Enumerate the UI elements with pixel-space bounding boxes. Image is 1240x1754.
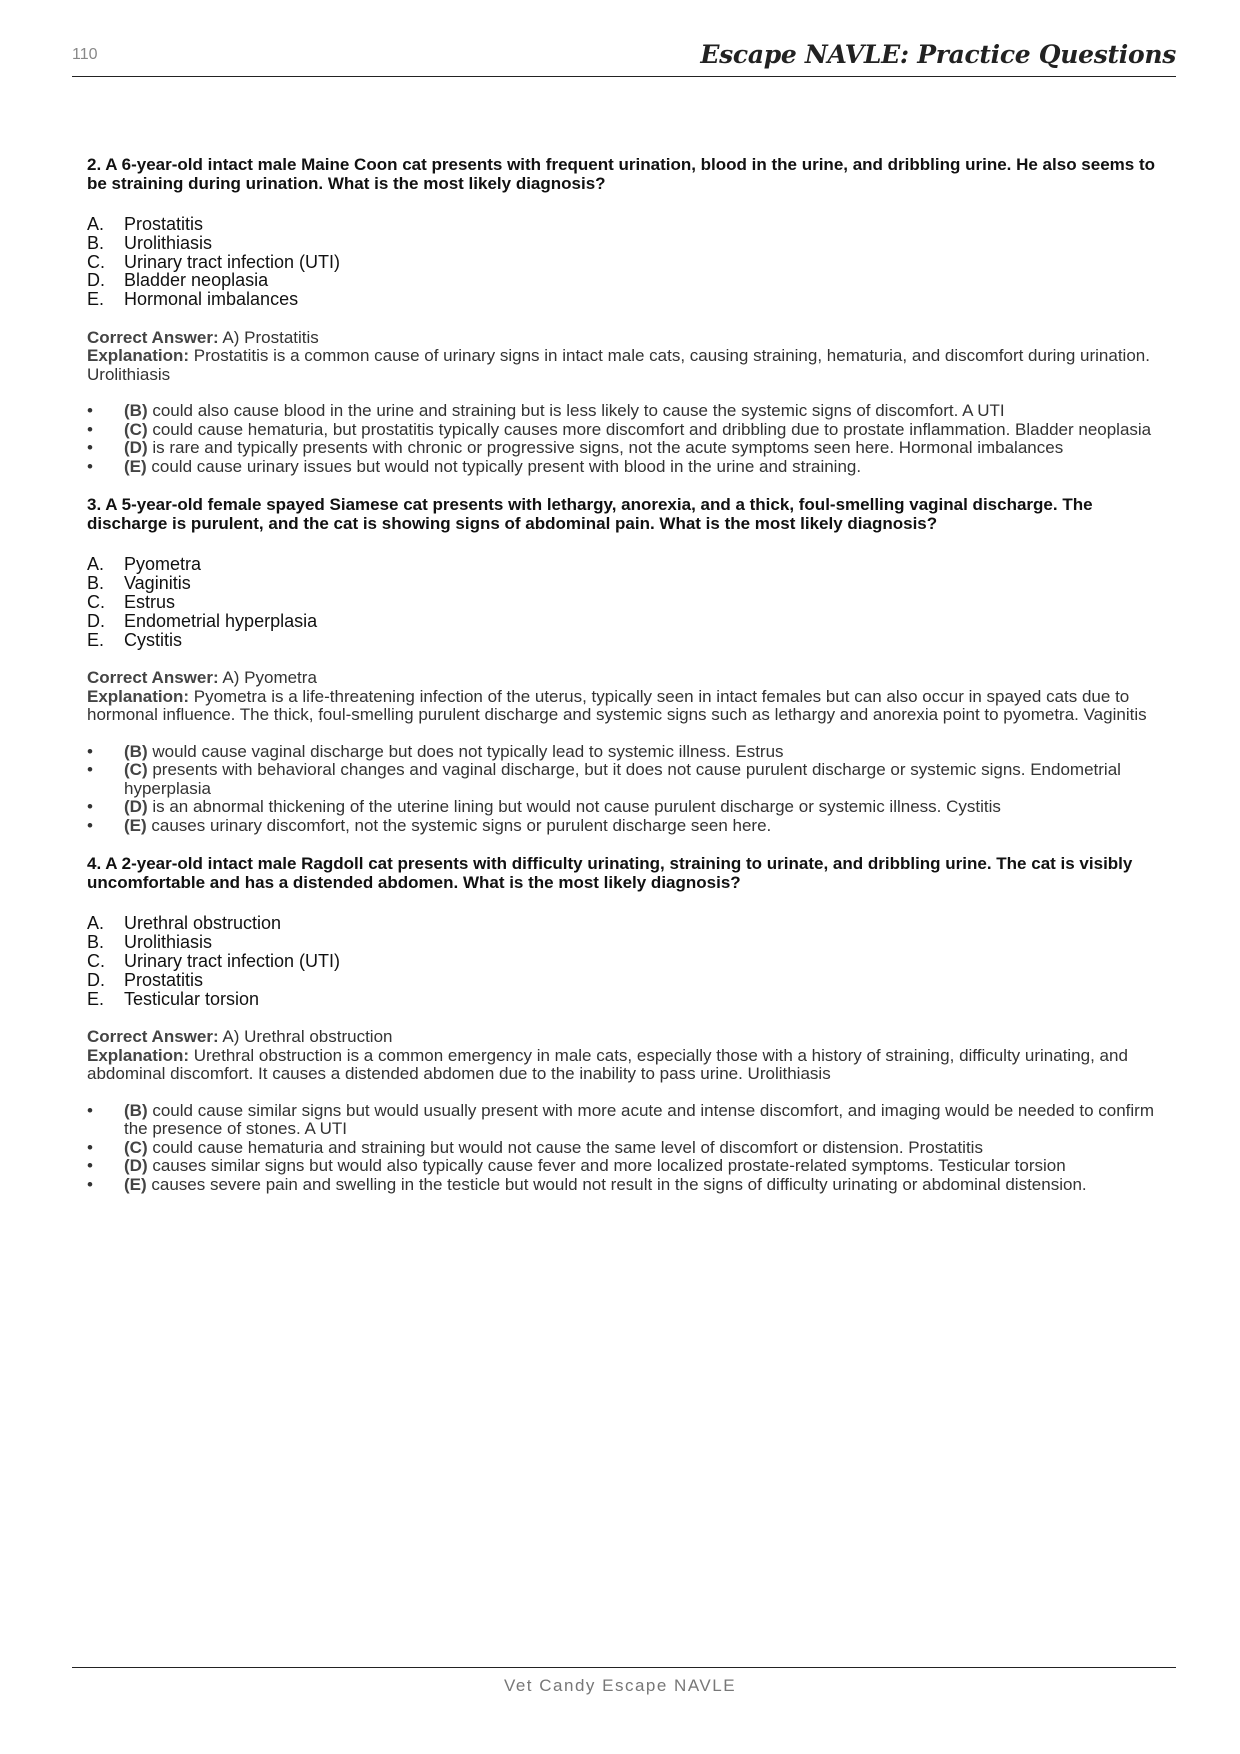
option-item [87, 215, 1167, 234]
page-content [87, 156, 1167, 1214]
page-header [72, 40, 1176, 77]
distractor-letter: (D) [124, 1156, 148, 1176]
option-item [87, 933, 1167, 952]
bullet-dot: • [87, 419, 93, 439]
distractor-item [87, 1176, 1167, 1195]
option-item [87, 290, 1167, 309]
option-text: Estrus [124, 592, 176, 613]
question-block [87, 855, 1167, 1194]
bullet-dot: • [87, 1137, 93, 1157]
distractor-text: could also cause blood in the urine and straining but is less likely to cause the systemic signs of discomfort. A UTI [147, 401, 1005, 421]
distractor-letter: (D) [124, 797, 148, 817]
bullet-dot: • [87, 1156, 93, 1176]
question-stem: 2. A 6-year-old intact male Maine Coon cat presents with frequent urination, blood in the urine, and dribbling urine. He also seems to be straining during urination. What is the most likely diagnosis? [87, 155, 1156, 193]
option-item [87, 271, 1167, 290]
correct-answer-line [87, 669, 1167, 688]
option-text: Urinary tract infection (UTI) [124, 951, 341, 972]
option-letter: E. [87, 988, 105, 1009]
option-letter: D. [87, 610, 105, 631]
distractor-item [87, 761, 1167, 798]
option-item [87, 253, 1167, 272]
explanation-line [87, 688, 1167, 725]
distractor-item [87, 1102, 1167, 1139]
distractor-letter: (B) [124, 401, 148, 421]
correct-answer-label: Correct Answer: [87, 1027, 219, 1047]
distractor-letter: (C) [124, 1137, 148, 1157]
option-text: Urinary tract infection (UTI) [124, 251, 341, 272]
option-item [87, 990, 1167, 1009]
explanation-label: Explanation: [87, 1045, 190, 1065]
answer-options [87, 215, 1167, 309]
running-title: Escape NAVLE: Practice Questions [700, 40, 1176, 69]
distractor-text: causes similar signs but would also typically cause fever and more localized prostate-related symptoms. Testicular torsion [147, 1156, 1066, 1176]
option-text: Hormonal imbalances [124, 289, 299, 310]
option-letter: A. [87, 913, 105, 934]
distractor-letter: (C) [124, 760, 148, 780]
option-text: Urolithiasis [124, 232, 213, 253]
question-stem: 4. A 2-year-old intact male Ragdoll cat presents with difficulty urinating, straining to urinate, and dribbling urine. The cat is visibly uncomfortable and has a distended abdomen. What is the most likely diagnosis? [87, 854, 1133, 892]
explanation-label: Explanation: [87, 686, 190, 706]
distractor-item [87, 1139, 1167, 1158]
option-item [87, 612, 1167, 631]
distractor-letter: (C) [124, 419, 148, 439]
distractor-letter: (B) [124, 741, 148, 761]
option-letter: C. [87, 251, 105, 272]
distractor-item [87, 439, 1167, 458]
distractor-letter: (E) [124, 456, 147, 476]
option-text: Pyometra [124, 554, 202, 575]
footer-text: Vet Candy Escape NAVLE [503, 1676, 737, 1695]
answer-options [87, 914, 1167, 1008]
option-item [87, 952, 1167, 971]
answer-options [87, 555, 1167, 649]
distractor-text: is an abnormal thickening of the uterine lining but would not cause purulent discharge or systemic illness. Cystitis [147, 797, 1001, 817]
option-item [87, 555, 1167, 574]
distractor-text: could cause similar signs but would usually present with more acute and intense discomfort, and imaging would be needed to confirm the presence of stones. A UTI [124, 1100, 1154, 1139]
question-block [87, 156, 1167, 476]
distractor-text: would cause vaginal discharge but does not typically lead to systemic illness. Estrus [147, 741, 784, 761]
bullet-dot: • [87, 815, 93, 835]
bullet-dot: • [87, 1174, 93, 1194]
question-block [87, 496, 1167, 835]
explanation-text: Urethral obstruction is a common emergency in male cats, especially those with a history of straining, difficulty urinating, and abdominal discomfort. It causes a distended abdomen due to the inability to pass urine. Urolithiasis [87, 1045, 1128, 1084]
option-letter: C. [87, 592, 105, 613]
explanation-text: Prostatitis is a common cause of urinary signs in intact male cats, causing straining, hematuria, and discomfort during urination. Urolithiasis [87, 346, 1150, 384]
option-letter: E. [87, 629, 105, 650]
option-letter: B. [87, 573, 105, 594]
distractor-text: causes severe pain and swelling in the testicle but would not result in the signs of difficulty urinating or abdominal distension. [146, 1174, 1087, 1194]
option-text: Bladder neoplasia [124, 270, 269, 291]
distractor-item [87, 798, 1167, 817]
correct-answer-text: A) Urethral obstruction [218, 1027, 393, 1047]
bullet-dot: • [87, 456, 93, 476]
bullet-dot: • [87, 797, 93, 817]
bullet-dot: • [87, 760, 93, 780]
correct-answer-label: Correct Answer: [87, 327, 219, 347]
option-letter: D. [87, 270, 105, 291]
distractor-item [87, 458, 1167, 477]
distractor-item [87, 743, 1167, 762]
distractor-text: is rare and typically presents with chronic or progressive signs, not the acute symptoms seen here. Hormonal imbalances [147, 438, 1064, 458]
bullet-dot: • [87, 401, 93, 421]
bullet-dot: • [87, 741, 93, 761]
option-text: Cystitis [124, 629, 182, 650]
answer-explanation [87, 1028, 1167, 1084]
distractor-text: could cause hematuria and straining but would not cause the same level of discomfort or distension. Prostatitis [147, 1137, 983, 1157]
option-item [87, 914, 1167, 933]
bullet-dot: • [87, 1100, 93, 1120]
page-number: 110 [72, 46, 98, 63]
distractor-letter: (D) [124, 438, 148, 458]
distractor-letter: (B) [124, 1100, 148, 1120]
question-stem: 3. A 5-year-old female spayed Siamese cat presents with lethargy, anorexia, and a thick, foul-smelling vaginal discharge. The discharge is purulent, and the cat is showing signs of abdominal pain. What is the most likely diagnosis? [87, 495, 1093, 533]
option-letter: E. [87, 289, 105, 310]
explanation-line [87, 1047, 1167, 1084]
option-text: Testicular torsion [124, 988, 260, 1009]
option-letter: A. [87, 554, 105, 575]
footer-rule [72, 1667, 1176, 1668]
option-text: Vaginitis [124, 573, 191, 594]
correct-answer-text: A) Prostatitis [218, 327, 319, 347]
distractor-list [87, 743, 1167, 836]
answer-explanation [87, 669, 1167, 725]
distractor-item [87, 1157, 1167, 1176]
correct-answer-label: Correct Answer: [87, 668, 219, 688]
option-letter: B. [87, 232, 105, 253]
option-letter: B. [87, 932, 105, 953]
option-item [87, 631, 1167, 650]
distractor-item [87, 817, 1167, 836]
option-item [87, 234, 1167, 253]
correct-answer-line [87, 329, 1167, 348]
option-letter: A. [87, 214, 105, 234]
option-item [87, 971, 1167, 990]
distractor-text: presents with behavioral changes and vaginal discharge, but it does not cause purulent discharge or systemic signs. Endometrial hyperplasia [124, 760, 1121, 798]
option-item [87, 574, 1167, 593]
option-text: Urethral obstruction [124, 913, 282, 934]
correct-answer-text: A) Pyometra [218, 668, 317, 688]
distractor-letter: (E) [124, 815, 147, 835]
correct-answer-line [87, 1028, 1167, 1047]
option-text: Prostatitis [124, 969, 204, 990]
answer-explanation [87, 329, 1167, 385]
distractor-list [87, 402, 1167, 476]
distractor-item [87, 402, 1167, 421]
option-item [87, 593, 1167, 612]
distractor-item [87, 421, 1167, 440]
explanation-label: Explanation: [87, 346, 190, 366]
option-text: Endometrial hyperplasia [124, 610, 318, 631]
option-text: Prostatitis [124, 214, 204, 234]
option-letter: C. [87, 951, 105, 972]
distractor-text: could cause urinary issues but would not typically present with blood in the urine and straining. [146, 456, 862, 476]
distractor-letter: (E) [124, 1174, 147, 1194]
bullet-dot: • [87, 438, 93, 458]
explanation-line [87, 347, 1167, 384]
option-letter: D. [87, 969, 105, 990]
explanation-text: Pyometra is a life-threatening infection of the uterus, typically seen in intact females but can also occur in spayed cats due to hormonal influence. The thick, foul-smelling purulent discharge and systemic signs such as lethargy and anorexia point to pyometra. Vaginitis [87, 686, 1147, 725]
distractor-text: causes urinary discomfort, not the systemic signs or purulent discharge seen here. [146, 815, 772, 835]
distractor-list [87, 1102, 1167, 1195]
distractor-text: could cause hematuria, but prostatitis typically causes more discomfort and dribbling due to prostate inflammation. Bladder neoplasia [147, 419, 1152, 439]
option-text: Urolithiasis [124, 932, 213, 953]
